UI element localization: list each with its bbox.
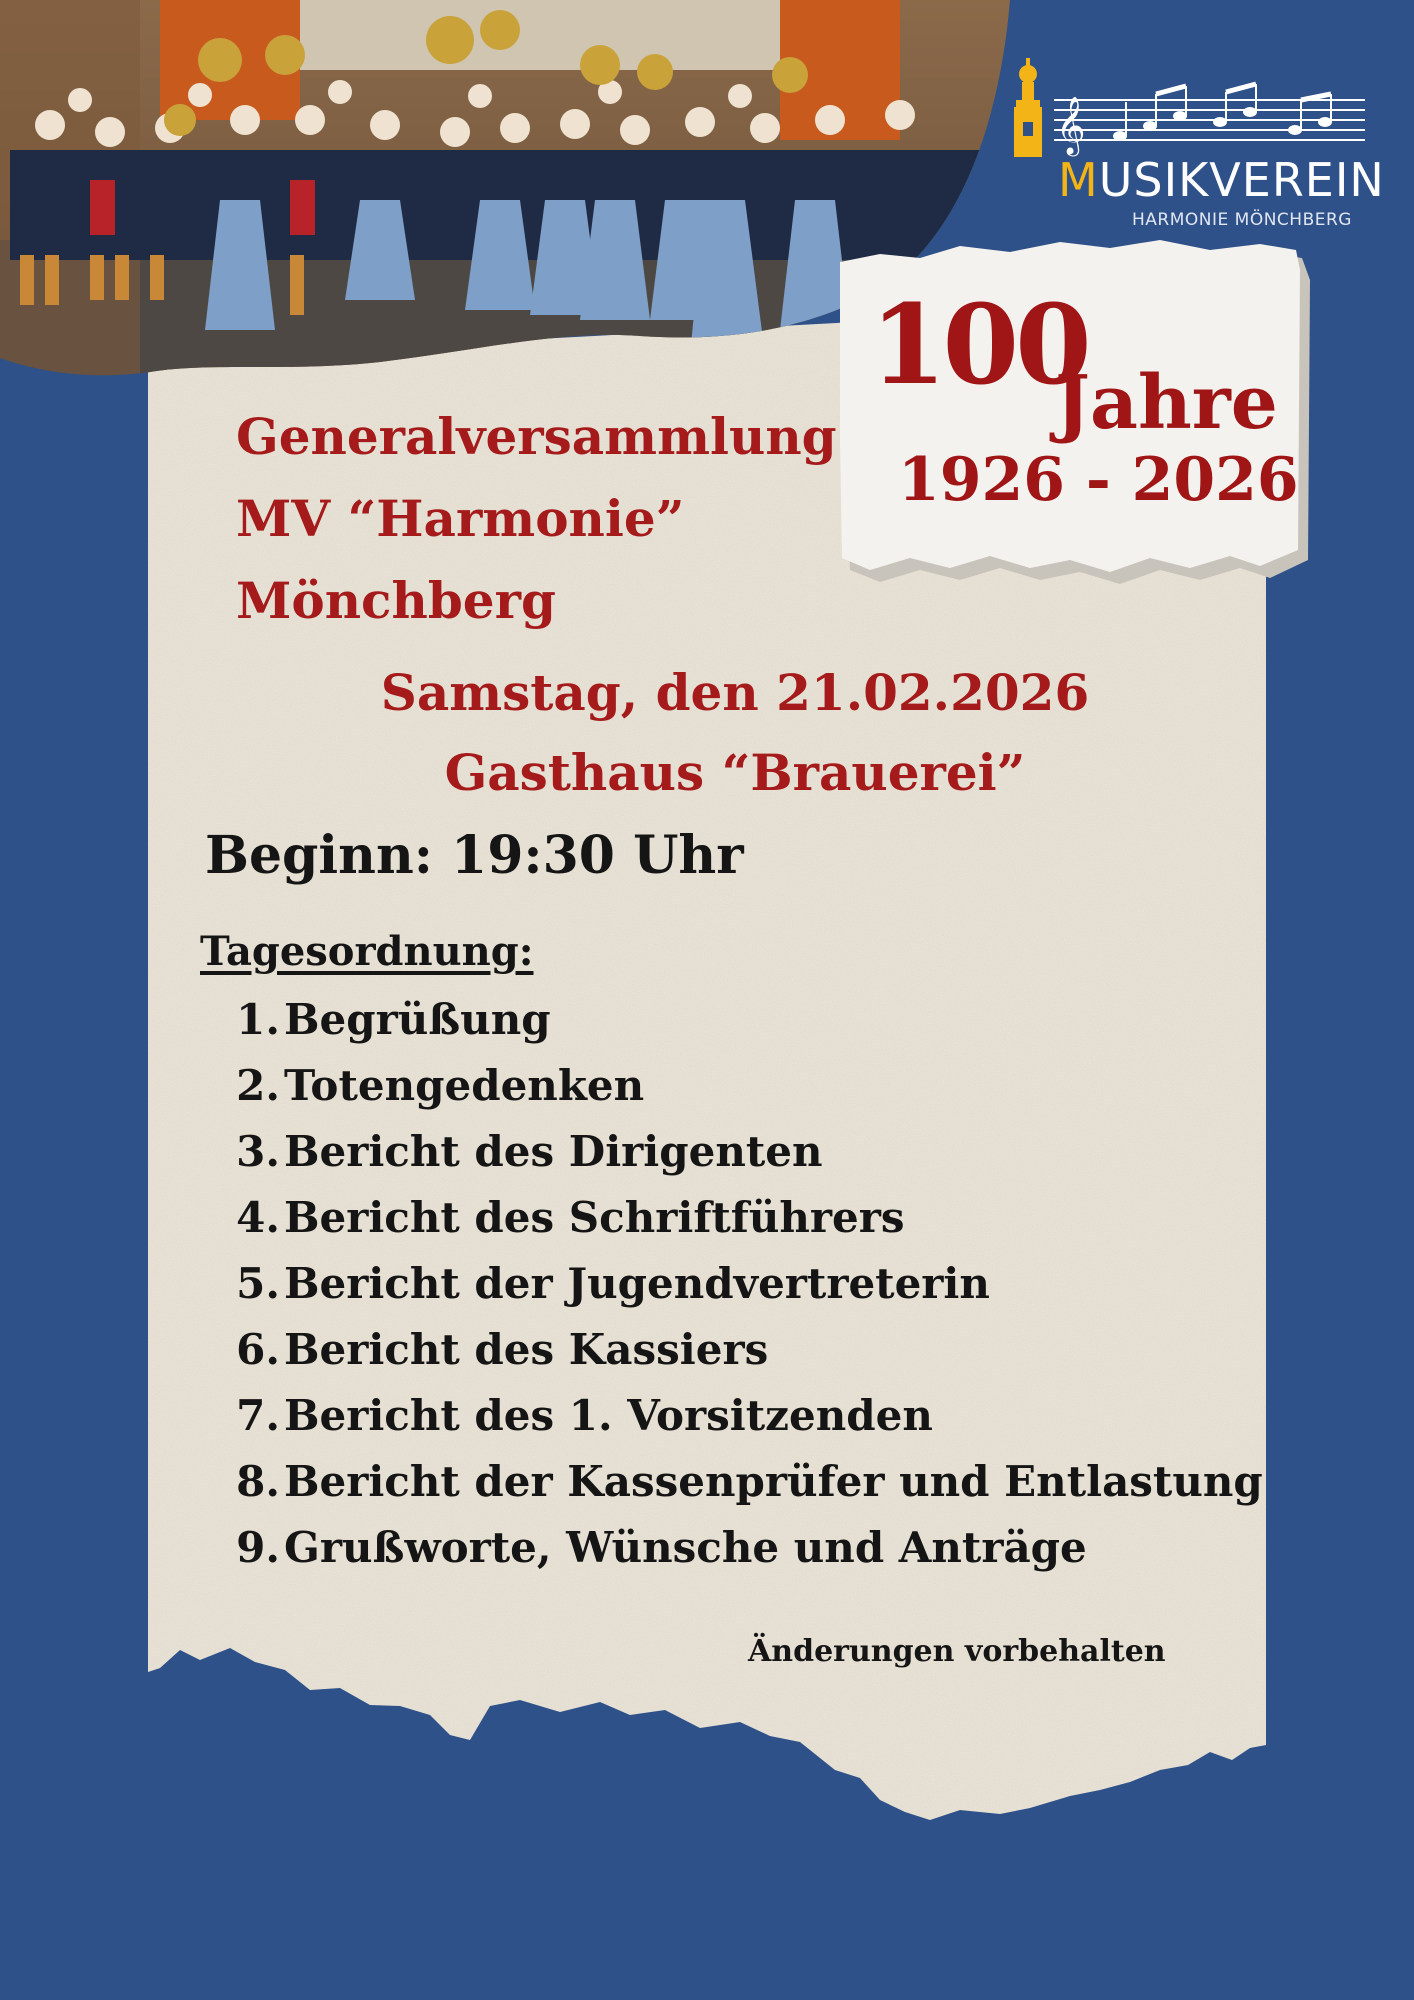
anniversary-badge xyxy=(870,280,1299,520)
agenda-item xyxy=(234,1061,1263,1127)
agenda-item-number: 2. xyxy=(236,1061,280,1110)
agenda-item xyxy=(234,1523,1263,1589)
badge-years: 1926 - 2026 xyxy=(898,445,1299,515)
page-title xyxy=(236,396,837,642)
event-venue: Gasthaus “Brauerei” xyxy=(444,743,1026,802)
agenda-heading: Tagesordnung: xyxy=(200,928,534,975)
agenda-item-text: Bericht des 1. Vorsitzenden xyxy=(284,1391,933,1440)
agenda-item-number: 6. xyxy=(236,1325,280,1374)
title-line-1: Generalversammlung xyxy=(236,407,837,466)
agenda-item-text: Begrüßung xyxy=(284,995,551,1044)
logo-wordmark xyxy=(1058,153,1385,207)
agenda-item xyxy=(234,1259,1263,1325)
agenda-item xyxy=(234,995,1263,1061)
agenda-item-text: Bericht des Schriftführers xyxy=(284,1193,905,1242)
agenda-item-number: 4. xyxy=(236,1193,280,1242)
logo-wordmark-initial: M xyxy=(1058,153,1099,207)
badge-word: Jahre xyxy=(1055,360,1278,446)
agenda-item xyxy=(234,1325,1263,1391)
agenda-item-text: Bericht des Dirigenten xyxy=(284,1127,823,1176)
agenda-item-number: 7. xyxy=(236,1391,280,1440)
church-tower-notes-icon xyxy=(1010,52,1370,162)
title-line-2: MV “Harmonie” xyxy=(236,489,685,548)
agenda-item xyxy=(234,1127,1263,1193)
agenda-item-text: Bericht des Kassiers xyxy=(284,1325,769,1374)
svg-text:𝄞: 𝄞 xyxy=(1056,96,1086,154)
agenda-item-text: Bericht der Kassenprüfer und Entlastung xyxy=(284,1457,1263,1506)
event-start-time: Beginn: 19:30 Uhr xyxy=(205,825,744,886)
agenda-item-text: Grußworte, Wünsche und Anträge xyxy=(284,1523,1087,1572)
agenda-item-number: 9. xyxy=(236,1523,280,1572)
agenda-item-number: 8. xyxy=(236,1457,280,1506)
agenda-item-text: Totengedenken xyxy=(284,1061,645,1110)
agenda-item-text: Bericht der Jugendvertreterin xyxy=(284,1259,990,1308)
agenda-item-number: 3. xyxy=(236,1127,280,1176)
logo-subtitle: HARMONIE MÖNCHBERG xyxy=(1132,210,1352,230)
agenda-item-number: 5. xyxy=(236,1259,280,1308)
event-date: Samstag, den 21.02.2026 xyxy=(380,663,1090,722)
agenda-item xyxy=(234,1457,1263,1523)
disclaimer-note: Änderungen vorbehalten xyxy=(748,1634,1166,1669)
agenda-item xyxy=(234,1391,1263,1457)
musikverein-logo xyxy=(1010,52,1385,232)
agenda-item xyxy=(234,1193,1263,1259)
agenda-list xyxy=(234,995,1263,1589)
agenda-item-number: 1. xyxy=(236,995,280,1044)
title-line-3: Mönchberg xyxy=(236,571,556,630)
logo-wordmark-rest: USIKVEREIN xyxy=(1098,153,1385,207)
badge-number: 100 xyxy=(870,280,1088,409)
